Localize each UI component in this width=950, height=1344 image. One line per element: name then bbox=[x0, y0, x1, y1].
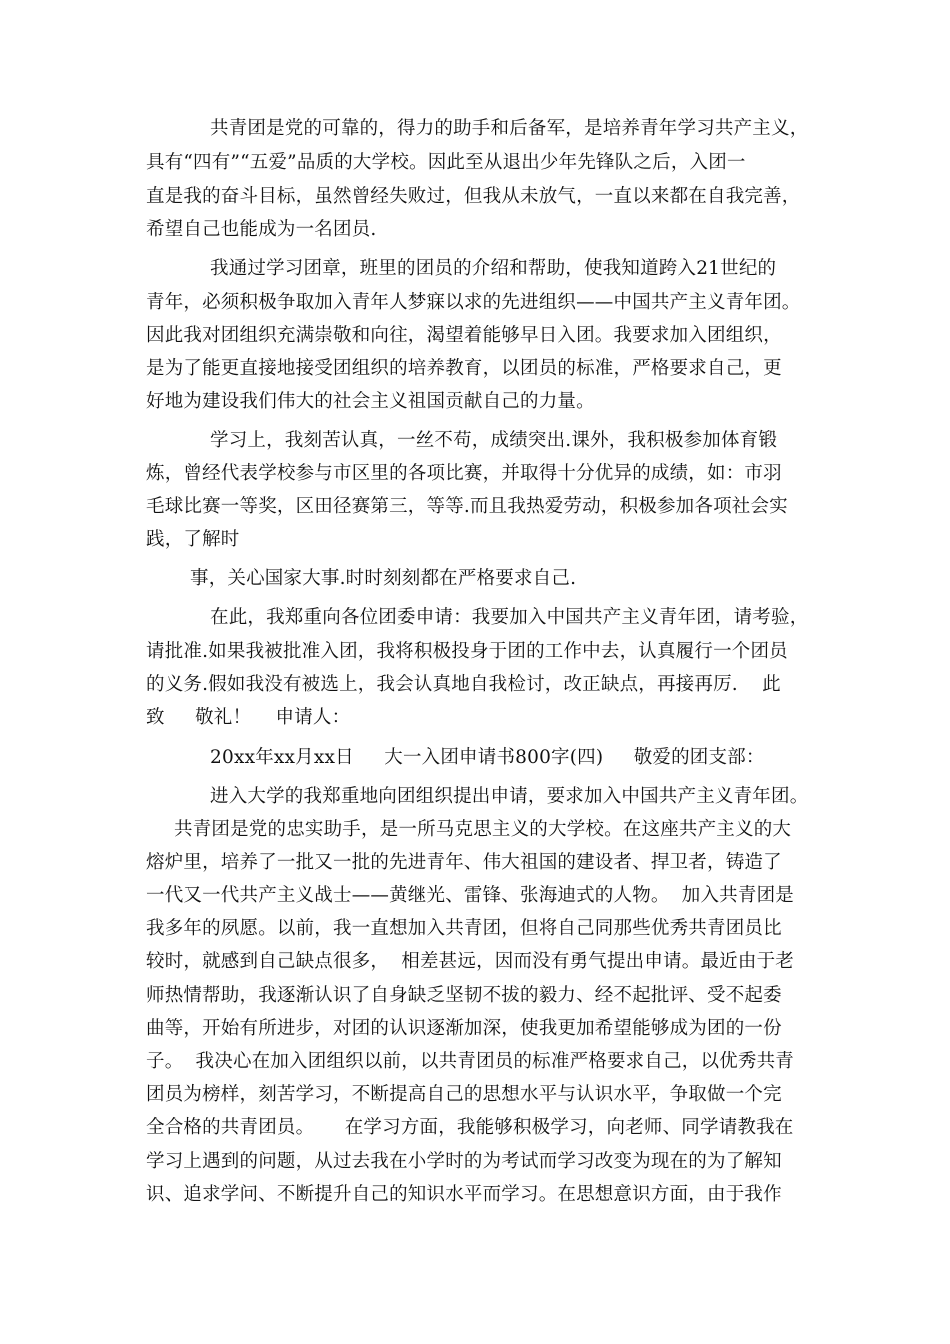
text-line: 一代又一代共产主义战士——黄继光、雷锋、张海迪式的人物。 加入共青团是 bbox=[146, 885, 794, 906]
text-line: 青年，必须积极争取加入青年人梦寐以求的先进组织——中国共产主义青年团。 bbox=[146, 292, 801, 313]
text-line: 曲等，开始有所进步，对团的认识逐渐加深，使我更加希望能够成为团的一份 bbox=[146, 1018, 782, 1039]
text-line: 因此我对团组织充满崇敬和向往，渴望着能够早日入团。我要求加入团组织， bbox=[146, 325, 782, 346]
text-line: 毛球比赛一等奖，区田径赛第三，等等.而且我热爱劳动，积极参加各项社会实 bbox=[146, 496, 788, 517]
text-line: 致 敬礼！ 申请人： bbox=[146, 707, 351, 728]
text-line: 共青团是党的可靠的，得力的助手和后备军，是培养青年学习共产主义， bbox=[210, 118, 809, 139]
text-line: 熔炉里，培养了一批又一批的先进青年、伟大祖国的建设者、捍卫者，铸造了 bbox=[146, 852, 782, 873]
text-line: 的义务.假如我没有被选上，我会认真地自我检讨，改正缺点，再接再厉. 此 bbox=[146, 674, 781, 695]
text-line: 具有“四有”“五爱”品质的大学校。因此至从退出少年先锋队之后，入团一 bbox=[146, 152, 746, 173]
text-line: 直是我的奋斗目标，虽然曾经失败过，但我从未放气，一直以来都在自我完善， bbox=[146, 186, 801, 207]
text-line: 学习上遇到的问题，从过去我在小学时的为考试而学习改变为现在的为了解知 bbox=[146, 1151, 782, 1172]
text-line: 子。 我决心在加入团组织以前，以共青团员的标准严格要求自己，以优秀共青 bbox=[146, 1051, 794, 1072]
text-line: 共青团是党的忠实助手，是一所马克思主义的大学校。在这座共产主义的大 bbox=[174, 819, 792, 840]
text-line: 较时，就感到自己缺点很多， 相差甚远，因而没有勇气提出申请。最近由于老 bbox=[146, 951, 794, 972]
text-line: 我通过学习团章，班里的团员的介绍和帮助，使我知道跨入21世纪的 bbox=[210, 258, 777, 279]
text-line: 全合格的共青团员。 在学习方面，我能够积极学习，向老师、同学请教我在 bbox=[146, 1117, 794, 1138]
text-line: 践，了解时 bbox=[146, 529, 240, 550]
text-line: 师热情帮助，我逐渐认识了自身缺乏坚韧不拔的毅力、经不起批评、受不起委 bbox=[146, 985, 782, 1006]
text-line: 我多年的夙愿。以前，我一直想加入共青团，但将自己同那些优秀共青团员比 bbox=[146, 918, 782, 939]
text-line: 团员为榜样，刻苦学习，不断提高自己的思想水平与认识水平，争取做一个完 bbox=[146, 1084, 782, 1105]
text-line: 事，关心国家大事.时时刻刻都在严格要求自己. bbox=[190, 568, 577, 589]
text-line: 请批准.如果我被批准入团，我将积极投身于团的工作中去，认真履行一个团员 bbox=[146, 641, 788, 662]
text-line: 进入大学的我郑重地向团组织提出申请，要求加入中国共产主义青年团。 bbox=[210, 786, 809, 807]
text-line: 是为了能更直接地接受团组织的培养教育，以团员的标准，严格要求自己，更 bbox=[146, 358, 782, 379]
text-line: 学习上，我刻苦认真，一丝不苟，成绩突出.课外，我积极参加体育锻 bbox=[210, 430, 778, 451]
text-line: 希望自己也能成为一名团员. bbox=[146, 219, 377, 240]
text-line: 好地为建设我们伟大的社会主义祖国贡献自己的力量。 bbox=[146, 391, 595, 412]
text-line: 炼，曾经代表学校参与市区里的各项比赛，并取得十分优异的成绩，如：市羽 bbox=[146, 463, 782, 484]
text-line: 在此，我郑重向各位团委申请：我要加入中国共产主义青年团，请考验， bbox=[210, 607, 809, 628]
text-line: 20xx年xx月xx日 大一入团申请书800字(四) 敬爱的团支部： bbox=[210, 747, 765, 768]
text-line: 识、追求学问、不断提升自己的知识水平而学习。在思想意识方面，由于我作 bbox=[146, 1184, 782, 1205]
